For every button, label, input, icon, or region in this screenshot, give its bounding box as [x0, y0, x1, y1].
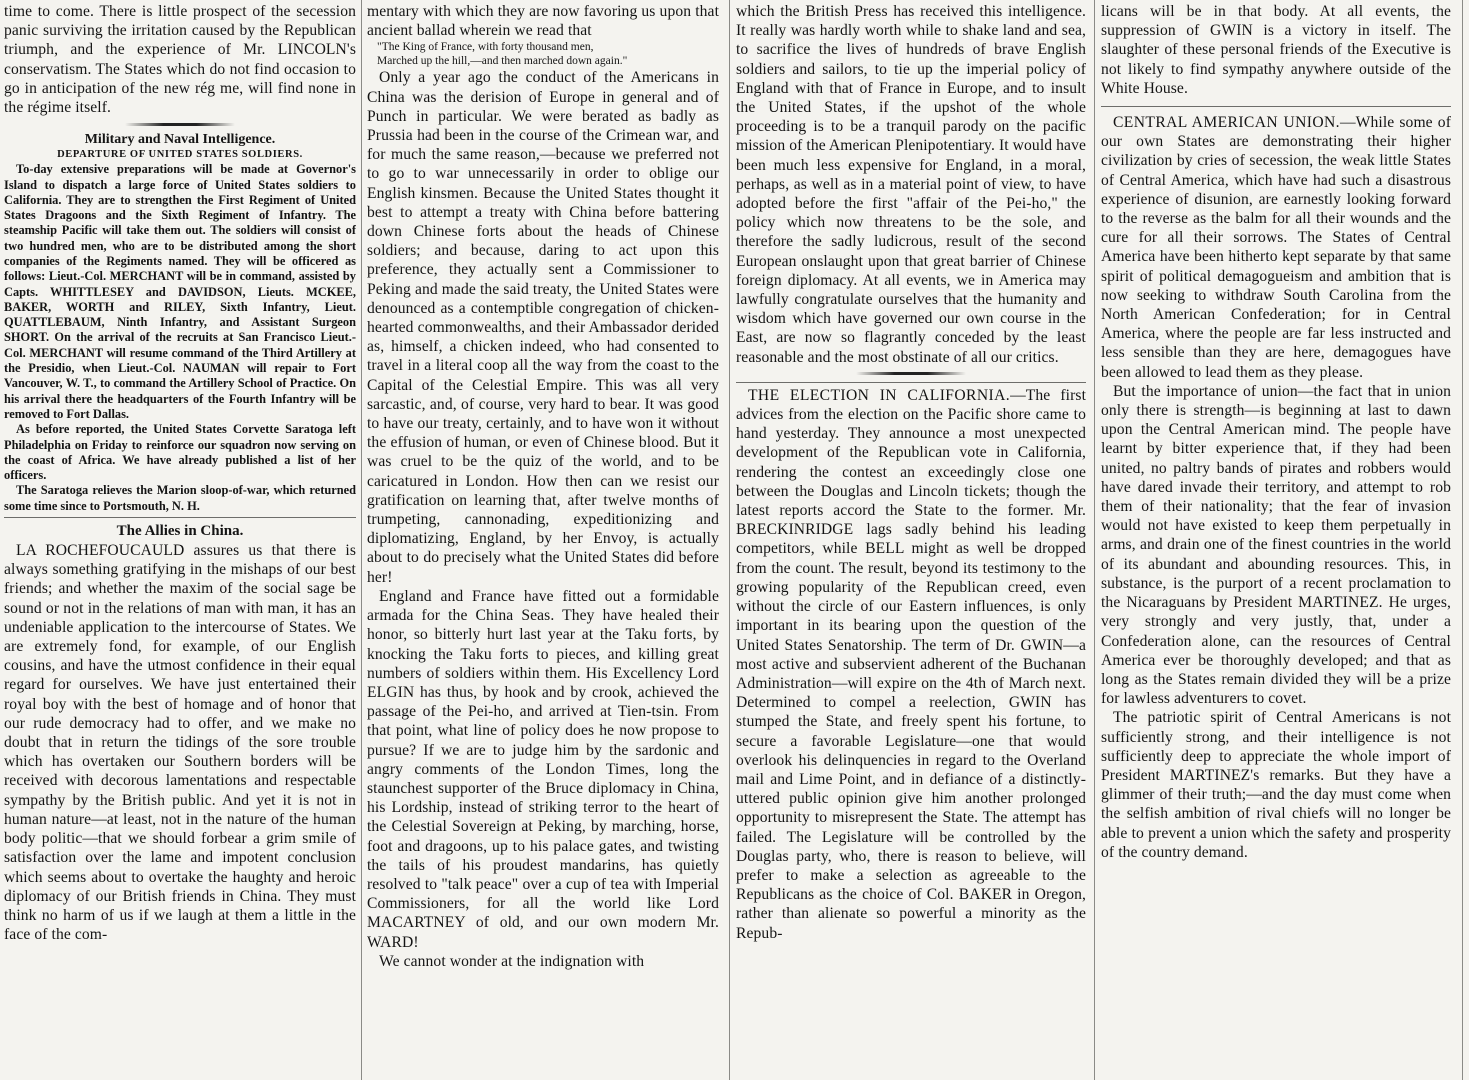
column-4 [1101, 0, 1451, 1080]
allies-paragraph: England and France have fitted out a formidable armada for the China Seas. They have healed their honor, so bitterly hurt last year at the Taku forts, by knocking the Taku forts to pieces, and killing great numbers of soldiers within them. His Excellency Lord ELGIN has thus, by hook and by crook, achieved the passage of the Pei-ho, and arrived at Tien-tsin. From that point, what line of policy does he now propose to pursue? If we are to judge him by the sardonic and angry comments of the London Times, long the staunchest supporter of the Bruce diplomacy in China, his Lordship, instead of striking terror to the heart of the Celestial Sovereign at Peking, by marching, horse, foot and dragoons, up to his palace gates, and twisting the tails of his proudest mandarins, has quietly resolved to "talk peace" over a cup of tea with Imperial Commissioners, for all the world like Lord MACARTNEY of old, and our own modern Mr. WARD! [367, 587, 719, 951]
column-3 [736, 0, 1086, 1080]
election-lead: THE ELECTION IN CALIFORNIA. [748, 386, 1011, 404]
union-body: —While some of our own States are demonstrating their higher civilization by cries of secession, the weak little States of Central America, which have had such a disastrous experience of disunion, are earnestly looking forward to the reverse as the balm for all their wounds and the cure for all their sorrows. The States of Central America have been hitherto kept separate by that same spirit of political demagogueism and ambition that is now seeking to withdraw South Carolina from the North American Confederation; for in Central America, where the people are far less instructed and less sensible than they are here, demagogues have been allowed to lead them as they please. [1101, 114, 1451, 381]
column-rule [729, 0, 730, 1080]
section-rule [4, 517, 356, 518]
section-rule [736, 382, 1086, 383]
union-paragraph [1101, 113, 1451, 382]
union-lead: CENTRAL AMERICAN UNION. [1113, 114, 1340, 132]
election-paragraph [736, 386, 1086, 943]
union-paragraph: But the importance of union—the fact that in union only there is strength—is beginning at last to dawn upon the Central American mind. The people have learnt by bitter experience that, if they had been united, no paltry bands of pirates and robbers would have dared invade their territory, and attempt to rob them of their nationality; that the fear of invasion would not have existed to keep them perpetually in arms, and drain one of the finest countries in the world of its abundant and abounding resources. This, in substance, is the purport of a recent proclamation to the Nicaraguans by President MARTINEZ. He urges, very strongly and very justly, that, under a Confederation alone, can the resources of Central America ever be thoroughly developed; and that as long as the States remain divided they will be a prize for lawless adventurers to covet. [1101, 382, 1451, 708]
column-2 [367, 0, 719, 1080]
allies-paragraph: We cannot wonder at the indignation with [379, 952, 645, 970]
ballad-quote [367, 40, 719, 68]
section-divider [736, 369, 1086, 379]
column-rule [361, 0, 362, 1080]
military-subheading: DEPARTURE OF UNITED STATES SOLDIERS. [57, 149, 303, 161]
column-rule [1462, 0, 1463, 1080]
military-paragraph: To-day extensive preparations will be made at Governor's Island to dispatch a large force of United States soldiers to California. They are to strengthen the First Regiment of United States Dragoons and the Sixth Regiment of Infantry. The steamship Pacific will take them out. The soldiers will consist of two hundred men, who are to be distributed among the short companies of the Regiments named. They will be officered as follows: Lieut.-Col. MERCHANT will be in command, assisted by Capts. WHITTLESEY and DAVIDSON, Lieuts. MCKEE, BAKER, WORTH and RILEY, Sixth Infantry, Lieut. QUATTLEBAUM, Ninth Infantry, and Assistant Surgeon SHORT. On the arrival of the recruits at San Francisco Lieut.-Col. MERCHANT will resume command of the Third Artillery at the Presidio, when Lieut.-Col. NAUMAN will repair to Fort Vancouver, W. T., to command the Artillery School of Practice. On his arrival there the headquarters of the Fourth Infantry will be removed to Fort Dallas. [4, 162, 356, 421]
allies-paragraph: LA ROCHEFOUCAULD assures us that there is always something gratifying in the mishaps of our best friends; and whether the maxim of the social sage be sound or not in the relations of man with man, it has an undeniable application to the intercourse of States. We are extremely fond, for example, of our English cousins, and have the utmost confidence in their equal regard for ourselves. We have just entertained their royal boy with the best of homage and of honor that our rude democracy had to offer, and we make no doubt that in return the tidings of the sore trouble which has overtaken our Southern borders will be received with decorous lamentations and respectable sympathy by the British public. And yet it is not in human nature—at least, not in the nature of the human body politic—that we should forbear a grim smile of satisfaction over the lame and impotent conclusion which seems about to overtake the haughty and heroic diplomacy of our British friends in China. They must think no harm of us if we laugh at them a little in the face of the com- [4, 542, 356, 944]
section-rule [1101, 106, 1451, 107]
column-1 [4, 0, 356, 1080]
election-continuation: licans will be in that body. At all events, the suppression of GWIN is a victory in itself. The slaughter of these personal friends of the Executive is not likely to find sympathy anywhere outside of the White House. [1101, 3, 1451, 97]
military-paragraph: The Saratoga relieves the Marion sloop-of-war, which returned some time since to Portsmouth, N. H. [4, 483, 356, 513]
allies-heading: The Allies in China. [116, 523, 244, 540]
quote-line: "The King of France, with forty thousand men, [377, 41, 594, 54]
election-body: —The first advices from the election on the Pacific shore came to hand yesterday. They announce a most unexpected development of the Republican vote in California, rendering the contest an exceedingly close one between the Douglas and Lincoln tickets; though the latest reports accord the State to the former. Mr. BRECKINRIDGE lags sadly behind his leading competitors, while BELL might as well be dropped from the count. The result, beyond its testimony to the growing popularity of the Republican creed, even without the circle of our Eastern influences, is only important in its bearing upon the question of the United States Senatorship. The term of Dr. GWIN—a most active and subservient adherent of the Buchanan Administration—will expire on the 4th of March next. Determined to compel a reelection, GWIN has stumped the State, and freely spent his fortune, to secure a favorable Legislature—one that would overlook his delinquencies in regard to the Overland mail and Lime Point, and in defiance of a distinctly-uttered public opinion give him another prolonged opportunity to misrepresent the State. The attempt has failed. The Legislature will be controlled by the Douglas party, who, there is reason to believe, will prefer to make a selection as agreeable to the Republicans as the choice of Col. BAKER in Oregon, rather than alienate so powerful a minority as the Repub- [736, 386, 1086, 942]
allies-paragraph: Only a year ago the conduct of the Americans in China was the derision of Europe in general and of Punch in particular. We were berated as badly as Prussia had been in the course of the Crimean war, and for much the same reason,—because we preferred not to go to war unnecessarily in order to oblige our English kinsmen. Because the United States thought it best to attempt a treaty with China before battering down Chinese forts about the heads of Chinese soldiers; and because, daring to act upon this preference, they actually sent a Commissioner to Peking and made the said treaty, the United States were denounced as a contemptible congregation of chicken-hearted commonwealths, and their Ambassador derided as, himself, a chicken indeed, who had consented to travel in a literal coop all the way from the coast to the Capital of the Celestial Empire. This was all very sarcastic, and, of course, very hard to bear. It was good to have our treaty, certainly, and to have won it without the effusion of human, or even of Chinese blood. But it was cruel to be the quiz of the world, and to be caricatured in London. How then can we resist our gratification on learning that, after twelve months of trumpeting, cannonading, expeditionizing and diplomatizing, England, by her Envoy, is actually about to do precisely what the United States did before her! [367, 69, 719, 586]
allies-continuation: which the British Press has received this intelligence. It really was hardly worth while to shake land and sea, to sacrifice the lives of hundreds of brave English soldiers and sailors, to tie up the imperial policy of England with that of France in Europe, and to insult the United States, if the upshot of the whole proceeding is to be a tranquil parody on the pacific mission of the American Plenipotentiary. It would have been much less expensive for England, in a moral, perhaps, as well as in a material point of view, to have adopted before the first "affair of the Pei-ho," the policy which now threatens to be the sole, and therefore the sadly ludicrous, result of the second European onslaught upon that great barrier of Chinese foreign diplomacy. At all events, we in America may lawfully congratulate ourselves that the humanity and wisdom which have governed our own course in the East, are now so flagrantly conceded by the least reasonable and the most obstinate of all our critics. [736, 3, 1086, 366]
quote-line: Marched up the hill,—and then marched down again." [377, 55, 628, 68]
section-divider [4, 119, 356, 129]
union-paragraph: The patriotic spirit of Central Americans is not sufficiently strong, and their intelligence is not sufficiently deep to appreciate the whole import of President MARTINEZ's remarks. But they have a glimmer of their truth;—and the day must come when the selfish ambition of rival chiefs will no longer be able to prevent a union which the safety and prosperity of the country demand. [1101, 709, 1451, 861]
military-heading: Military and Naval Intelligence. [84, 132, 276, 148]
allies-continuation: mentary with which they are now favoring us upon that ancient ballad wherein we read that [367, 3, 719, 40]
column-rule [1094, 0, 1095, 1080]
secession-continuation: time to come. There is little prospect of the secession panic surviving the irritation caused by the Republican triumph, and the experience of Mr. LINCOLN's conservatism. The States which do not find occasion to go in anticipation of the new rég me, will find none in the régime itself. [4, 3, 356, 117]
military-paragraph: As before reported, the United States Corvette Saratoga left Philadelphia on Friday to reinforce our squadron now serving on the coast of Africa. We have already published a list of her officers. [4, 422, 356, 483]
